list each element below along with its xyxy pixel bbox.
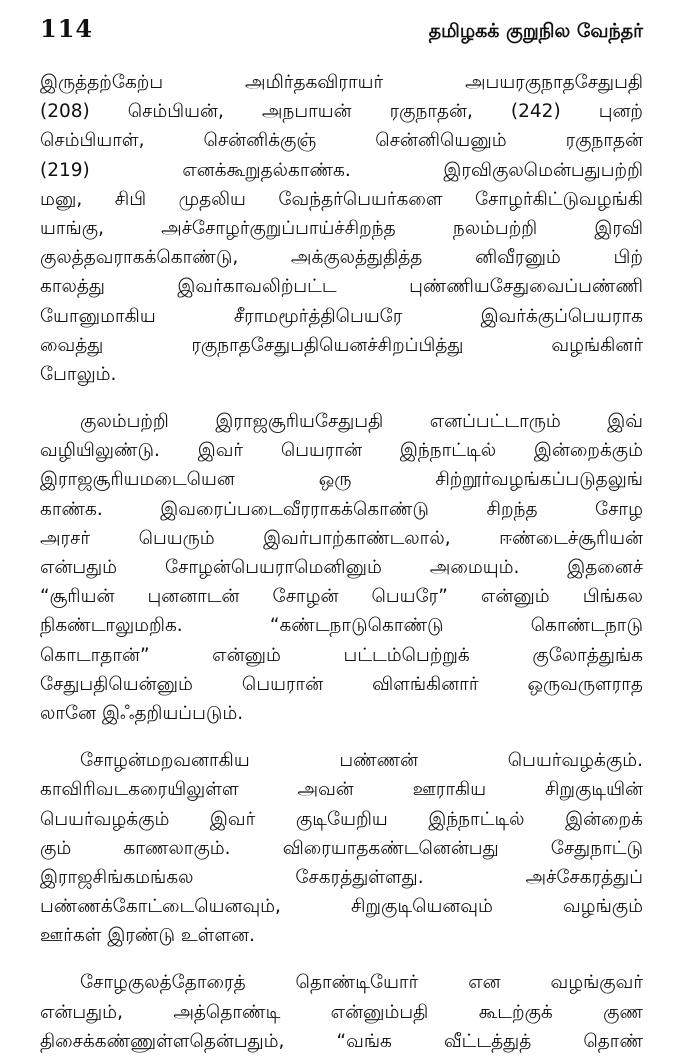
text-line: காண்க. இவரைப்படைவீரராகக்கொண்டு சிறந்த சோழ bbox=[40, 498, 643, 520]
text-line: திசைக்கண்ணுள்ளதென்பதும், “வங்க வீட்டத்துத் தொண் bbox=[40, 1030, 643, 1052]
paragraph-1 bbox=[40, 68, 643, 389]
text-line: ஊர்கள் இரண்டு உள்ளன. bbox=[40, 925, 255, 947]
text-line: காவிரிவடகரையிலுள்ள அவன் ஊராகிய சிறுகுடியின் bbox=[40, 779, 643, 801]
text-line: இராஜசூரியமடையென ஒரு சிற்றூர்வழங்கப்படுதலுங் bbox=[40, 469, 643, 491]
text-line: போலும். bbox=[40, 363, 117, 385]
page-number: 114 bbox=[40, 14, 94, 43]
text-line: அரசர் பெயரும் இவர்பாற்காண்டலால், ஈண்டைச்சூரியன் bbox=[40, 527, 643, 549]
text-line: இராஜசிங்கமங்கல சேகரத்துள்ளது. அச்சேகரத்துப் bbox=[40, 866, 643, 888]
text-line: பண்ணக்கோட்டையெனவும், சிறுகுடியெனவும் வழங்கும் bbox=[40, 896, 643, 918]
text-line: நிகண்டாலுமறிக. “கண்டநாடுகொண்டு கொண்டநாடு bbox=[40, 615, 643, 637]
text-line: வைத்து ரகுநாதசேதுபதியெனச்சிறப்பித்து வழங்கினர் bbox=[40, 334, 643, 356]
text-line: என்பதும், அத்தொண்டி என்னும்பதி கூடற்குக் குண bbox=[40, 1001, 643, 1023]
text-line: லானே இஃதறியப்படும். bbox=[40, 702, 244, 724]
paragraph-2 bbox=[40, 407, 643, 728]
text-line: (219) எனக்கூறுதல்காண்க. இரவிகுலமென்பதுபற்றி bbox=[40, 159, 643, 181]
text-line: கொடாதான்” என்னும் பட்டம்பெற்றுக் குலோத்துங்க bbox=[40, 644, 643, 666]
text-line: “சூரியன் புனனாடன் சோழன் பெயரே” என்னும் பிங்கல bbox=[40, 586, 643, 608]
text-line: இருத்தற்கேற்ப அமிர்தகவிராயர் அபயரகுநாதசேதுபதி bbox=[40, 72, 643, 93]
text-line: வழியிலுண்டு. இவர் பெயரான் இந்நாட்டில் இன்றைக்கும் bbox=[40, 440, 643, 462]
text-line: பெயர்வழக்கும் இவர் குடியேறிய இந்நாட்டில் இன்றைக் bbox=[40, 808, 643, 830]
text-line: (208) செம்பியன், அநபாயன் ரகுநாதன், (242) புனற் bbox=[40, 101, 643, 123]
page-header bbox=[40, 14, 643, 48]
text-line: யாங்கு, அச்சோழர்குறுப்பாய்ச்சிறந்த நலம்பற்றி இரவி bbox=[40, 217, 643, 239]
paragraph-4 bbox=[40, 968, 643, 1056]
text-line: கும் காணலாகும். விரையாதகண்டனென்பது சேதுநாட்டு bbox=[40, 837, 643, 859]
text-line: குலத்தவராகக்கொண்டு, அக்குலத்துதித்த னிவீரனும் பிற் bbox=[40, 247, 643, 269]
paragraph-3 bbox=[40, 746, 643, 950]
text-line: சேதுபதியென்னும் பெயரான் விளங்கினார் ஒருவருளராத bbox=[40, 673, 643, 695]
text-line: காலத்து இவர்காவலிற்பட்ட புண்ணியசேதுவைப்பண்ணி bbox=[40, 276, 643, 298]
running-title: தமிழகக் குறுநில வேந்தர் bbox=[428, 20, 643, 42]
text-line: சோழகுலத்தோரைத் தொண்டியோர் என வழங்குவர் bbox=[80, 972, 643, 994]
text-line: செம்பியாள், சென்னிக்குஞ் சென்னியெனும் ரகுநாதன் bbox=[40, 130, 643, 152]
text-line: சோழன்மறவனாகிய பண்ணன் பெயர்வழக்கும். bbox=[80, 750, 643, 772]
text-line: குலம்பற்றி இராஜசூரியசேதுபதி எனப்பட்டாரும் இவ் bbox=[80, 411, 643, 433]
text-line: யோனுமாகிய சீராமமூர்த்திபெயரே இவர்க்குப்பெயராக bbox=[40, 305, 643, 327]
text-line: என்பதும் சோழன்பெயராமெனினும் அமையும். இதனைச் bbox=[40, 557, 643, 578]
text-line: மனு, சிபி முதலிய வேந்தர்பெயர்களை சோழர்கிட்டுவழங்கி bbox=[40, 188, 643, 210]
